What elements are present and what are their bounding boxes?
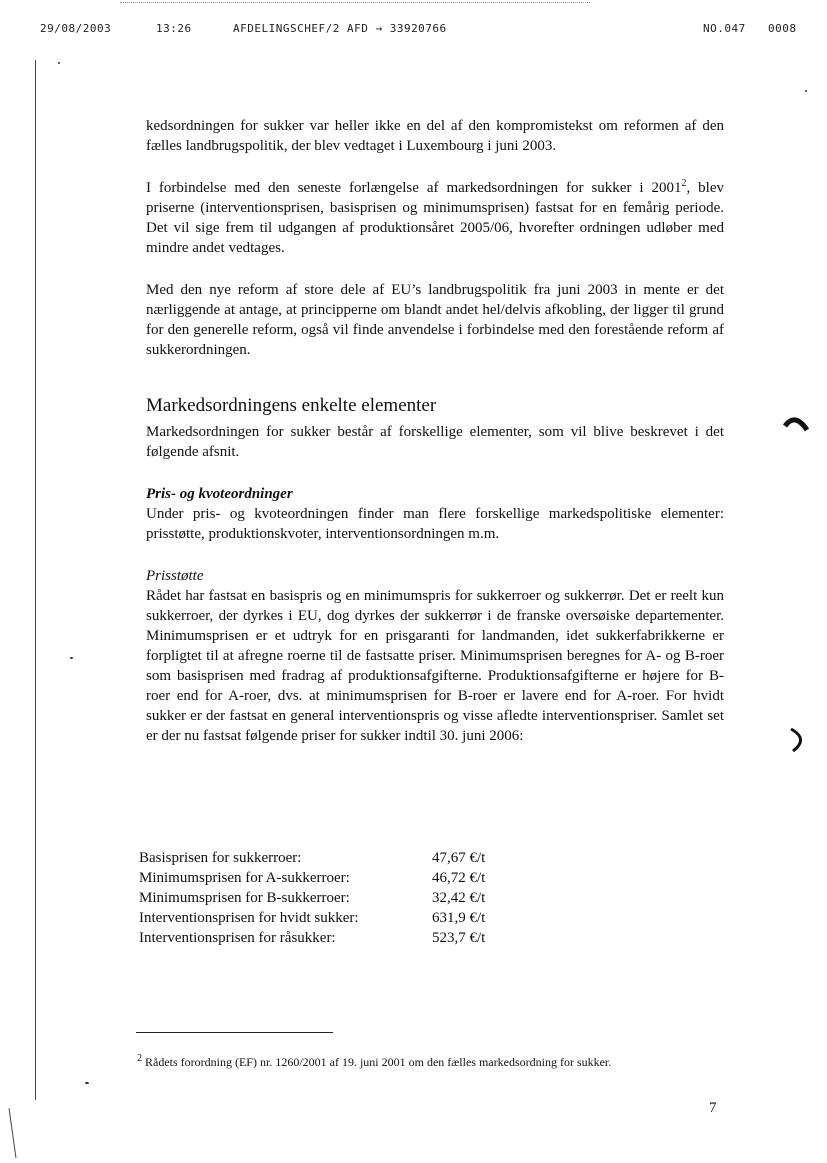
page-number: 7 [709,1100,717,1116]
paragraph-reform: Med den nye reform af store dele af EU’s landbrugspolitik fra juni 2003 in mente er det nærliggende at antage, at principperne om blandt andet hel/delvis afkobling, der ligger til grund for den generelle reform, også vil finde anvendelse i forbindelse med den forestående reform af sukkerordningen. [146,282,724,358]
scan-speck [85,1082,89,1084]
price-row [139,888,519,908]
footnote [137,1054,737,1070]
footnote-marker: 2 [137,1053,142,1064]
price-row [139,928,519,948]
scan-margin-mark [9,1108,17,1158]
paragraph-text: , blev priserne (interventionsprisen, basisprisen og minimumsprisen) fastsat for en femårig periode. Det vil sige frem til udgangen af produktionsåret 2005/06, hvorefter ordningen udløber med mindre andet vedtages. [146,180,724,256]
fax-page: 0008 [768,22,797,35]
scan-speck [58,62,60,64]
scan-artifact-line [120,2,590,3]
scan-margin-line [35,60,36,1100]
scan-speck [805,90,807,92]
binder-hole-mark [781,412,811,442]
scan-speck [70,657,73,659]
section-intro: Markedsordningen for sukker består af forskellige elementer, som vil blive beskrevet i det følgende afsnit. [146,424,724,460]
paragraph-price-extension [146,178,724,258]
footnote-text: Rådets forordning (EF) nr. 1260/2001 af 19. juni 2001 om den fælles markedsordning for sukker. [145,1055,612,1069]
price-value: 631,9 €/t [432,910,486,926]
paragraph-continuation: kedsordningen for sukker var heller ikke en del af den kompromistekst om reformen af den fælles landbrugspolitik, der blev vedtaget i Luxembourg i juni 2003. [146,118,724,154]
price-label: Minimumsprisen for B-sukkerroer: [139,890,350,906]
footnote-reference: 2 [681,178,687,189]
subsubsection-text: Rådet har fastsat en basispris og en minimumspris for sukkerroer og sukkerrør. Det er reelt kun sukkerroer, der dyrkes i EU, dog dyrkes der sukkerrør i de franske oversøiske departementer. Minimumsprisen er et udtryk for en prisgaranti for landmanden, idet sukkerfabrikkerne er forpligtet til at afregne roerne til de fastsatte priser. Minimumsprisen beregnes for A- og B-roer som basisprisen med fradrag af produktionsafgifterne. Produktionsafgifterne er højere for B-roer end for A-roer, dvs. at minimumsprisen for B-roer er lavere end for A-roer. For hvidt sukker er der fastsat en general interventionspris og visse afledte interventionspriser. Samlet set er der nu fastsat følgende priser for sukker indtil 30. juni 2006: [146,588,724,744]
subsubsection-heading: Prisstøtte [146,568,204,584]
price-row [139,848,519,868]
paragraph-text: I forbindelse med den seneste forlængelse af markedsordningen for sukker i 2001 [146,180,682,196]
subsection-heading: Pris- og kvoteordninger [146,486,293,502]
price-row [139,868,519,888]
price-table [139,848,519,948]
price-label: Interventionsprisen for råsukker: [139,930,336,946]
price-label: Minimumsprisen for A-sukkerroer: [139,870,350,886]
fax-sender: AFDELINGSCHEF/2 AFD → 33920766 [233,22,447,35]
price-label: Basisprisen for sukkerroer: [139,850,302,866]
price-value: 47,67 €/t [432,850,486,866]
subsection-text: Under pris- og kvoteordningen finder man flere forskellige markedspolitiske elementer: prisstøtte, produktionskvoter, interventionsordningen m.m. [146,506,724,542]
price-label: Interventionsprisen for hvidt sukker: [139,910,359,926]
binder-hole-mark [781,725,811,755]
document-body [146,116,724,746]
price-value: 32,42 €/t [432,890,486,906]
price-row [139,908,519,928]
price-value: 523,7 €/t [432,930,486,946]
fax-time: 13:26 [156,22,192,35]
section-heading: Markedsordningens enkelte elementer [146,395,437,416]
footnote-divider [136,1032,333,1033]
fax-header [0,22,827,38]
price-value: 46,72 €/t [432,870,486,886]
fax-date: 29/08/2003 [40,22,112,35]
fax-number: NO.047 [703,22,746,35]
